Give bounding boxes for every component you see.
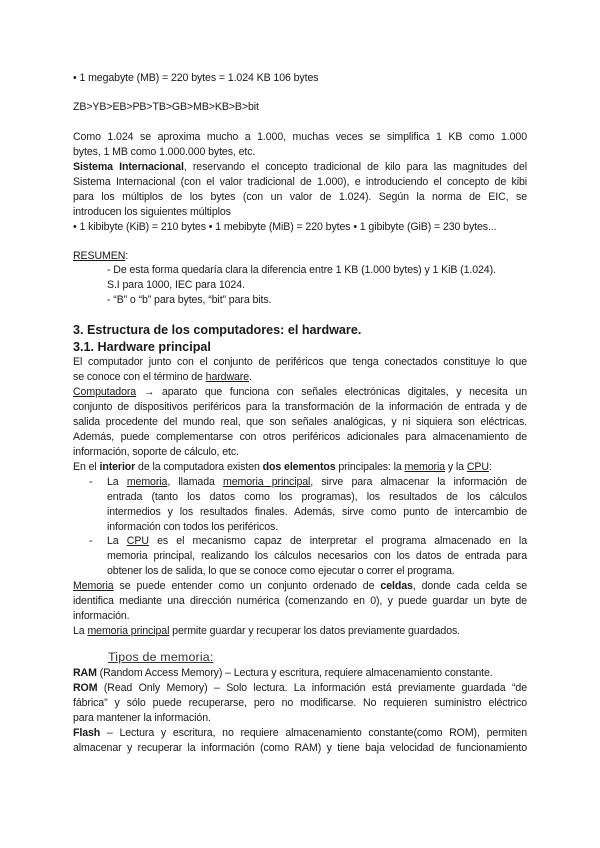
resumen-item: S.I para 1000, IEC para 1024.	[107, 279, 245, 291]
memory-types-heading: Tipos de memoria:	[108, 650, 214, 664]
underlined-term: memoria principal	[223, 476, 311, 488]
paragraph-line: El computador junto con el conjunto de periféricos que tenga conectados constituye lo que	[73, 356, 527, 368]
paragraph-line	[73, 370, 527, 385]
paragraph-line	[73, 385, 527, 400]
paragraph-line: Sistema Internacional (con el valor tradicional de 1.000), e introduciendo el concepto de kibi	[73, 176, 527, 188]
paragraph-line: bytes, 1 MB como 1.000.000 bytes, etc.	[73, 146, 256, 158]
text-span: :	[125, 250, 129, 262]
paragraph-line: para los múltiplos de los bytes (con un valor de 1.024). Según la norma de EIC, se	[73, 191, 527, 203]
bold-term: interior	[99, 461, 136, 473]
text-span: , reservando el concepto tradicional de kilo para las magnitudes del	[183, 161, 527, 173]
underlined-term: CPU	[126, 535, 149, 547]
bold-term: celdas	[380, 580, 413, 592]
paragraph-line: almacenar y recuperar la información (como RAM) y tiene baja velocidad de funcionamiento	[73, 742, 527, 754]
text-span: → aparato que funciona con señales electrónicas digitales, y necesita un	[136, 386, 527, 398]
underlined-term: memoria	[126, 476, 168, 488]
underlined-term: memoria principal	[87, 625, 170, 637]
paragraph-line: Como 1.024 se aproxima mucho a 1.000, muchas veces se simplifica 1 KB como 1.000	[73, 131, 527, 143]
text-span: se conoce con el término de	[73, 371, 206, 383]
list-item-line: memoria principal, realizando los cálculos necesarios con los datos de entrada para	[107, 550, 527, 562]
underlined-term: CPU	[466, 461, 489, 473]
list-item-line	[107, 475, 527, 490]
resumen-item: - “B” o “b” para bytes, “bit” para bits.	[107, 294, 272, 306]
list-item-line: intermedios y los resultados finales. Además, sirve como punto de intercambio de	[107, 506, 527, 518]
underlined-term: Computadora	[73, 386, 137, 398]
list-dash: -	[89, 535, 93, 547]
megabyte-line: • 1 megabyte (MB) = 220 bytes = 1.024 KB 106 bytes	[73, 72, 319, 84]
bold-term: RAM	[73, 667, 97, 679]
unit-order-line: ZB>YB>EB>PB>TB>GB>MB>KB>B>bit	[73, 101, 259, 113]
paragraph-line: identifica mediante una dirección numérica (comenzando en 0), y puede guardar un byte de	[73, 595, 527, 607]
text-span: , llamada	[167, 476, 224, 488]
list-dash: -	[89, 476, 93, 488]
underlined-term: Memoria	[73, 580, 114, 592]
paragraph-line	[73, 726, 527, 741]
paragraph-line: para mantener la información.	[73, 712, 211, 724]
text-span: .	[249, 371, 252, 383]
bold-term: Sistema Internacional	[73, 161, 184, 173]
section-heading: 3. Estructura de los computadores: el hardware.	[73, 323, 362, 337]
underlined-term: hardware	[205, 371, 250, 383]
paragraph-line: • 1 kibibyte (KiB) = 210 bytes • 1 mebibyte (MiB) = 220 bytes • 1 gibibyte (GiB) = 230 bytes...	[73, 221, 497, 233]
paragraph-line	[73, 681, 527, 696]
paragraph-line: salida procedente del mundo real, que son señales analógicas, y ni siquiera son eléctricas.	[73, 416, 527, 428]
text-span: , sirve para almacenar la información de	[310, 476, 527, 488]
subsection-heading: 3.1. Hardware principal	[73, 340, 211, 354]
text-span: de la computadora existen	[135, 461, 263, 473]
text-span: principales: la	[335, 461, 405, 473]
bold-term: Flash	[73, 727, 101, 739]
paragraph-line: información, soporte de cálculo, etc.	[73, 446, 239, 458]
text-span: – Lectura y escritura, no requiere almacenamiento constante(como ROM), permiten	[100, 727, 527, 739]
paragraph-line	[73, 160, 527, 175]
bold-term: ROM	[73, 682, 98, 694]
text-span: :	[488, 461, 492, 473]
text-span: y la	[445, 461, 467, 473]
text-span: , donde cada celda se	[412, 580, 527, 592]
text-span: (Random Access Memory) – Lectura y escritura, requiere almacenamiento constante.	[96, 667, 493, 679]
paragraph-line	[73, 579, 527, 594]
underlined-term: memoria	[404, 461, 446, 473]
list-item-line: obtener los de salida, lo que se conoce como ejecutar o correr el programa.	[107, 565, 455, 577]
resumen-item: - De esta forma quedaría clara la diferencia entre 1 KB (1.000 bytes) y 1 KiB (1.024).	[107, 264, 496, 276]
list-item-line: información con todos los periféricos.	[107, 521, 279, 533]
list-item-line	[107, 534, 527, 549]
paragraph-line: conjunto de dispositivos periféricos para la transformación de la información de entrada y de	[73, 401, 527, 413]
paragraph-line: fábrica” y sólo puede recuperarse, pero no modificarse. No requieren suministro eléctrico	[73, 697, 527, 709]
text-span: En el	[73, 461, 100, 473]
paragraph-line	[73, 460, 527, 475]
text-span: se puede entender como un conjunto ordenado de	[113, 580, 381, 592]
paragraph-line: introducen los siguientes múltiplos	[73, 206, 231, 218]
text-span: La	[73, 625, 88, 637]
text-span: La	[107, 476, 127, 488]
list-item-line: entrada (tanto los datos como los programas), los resultados de los cálculos	[107, 491, 527, 503]
paragraph-line	[73, 666, 527, 681]
text-span: La	[107, 535, 127, 547]
text-span: (Read Only Memory) – Solo lectura. La información está previamente guardada “de	[97, 682, 527, 694]
resumen-heading	[73, 249, 527, 264]
paragraph-line	[73, 624, 527, 639]
text-span: permite guardar y recuperar los datos previamente guardados.	[169, 625, 461, 637]
text-span: es el mecanismo capaz de interpretar el programa almacenado en la	[148, 535, 527, 547]
paragraph-line: información.	[73, 610, 130, 622]
bold-term: dos elementos	[262, 461, 336, 473]
resumen-label: RESUMEN	[73, 250, 126, 262]
paragraph-line: Además, puede complementarse con otros periféricos adicionales para almacenamiento de	[73, 431, 527, 443]
